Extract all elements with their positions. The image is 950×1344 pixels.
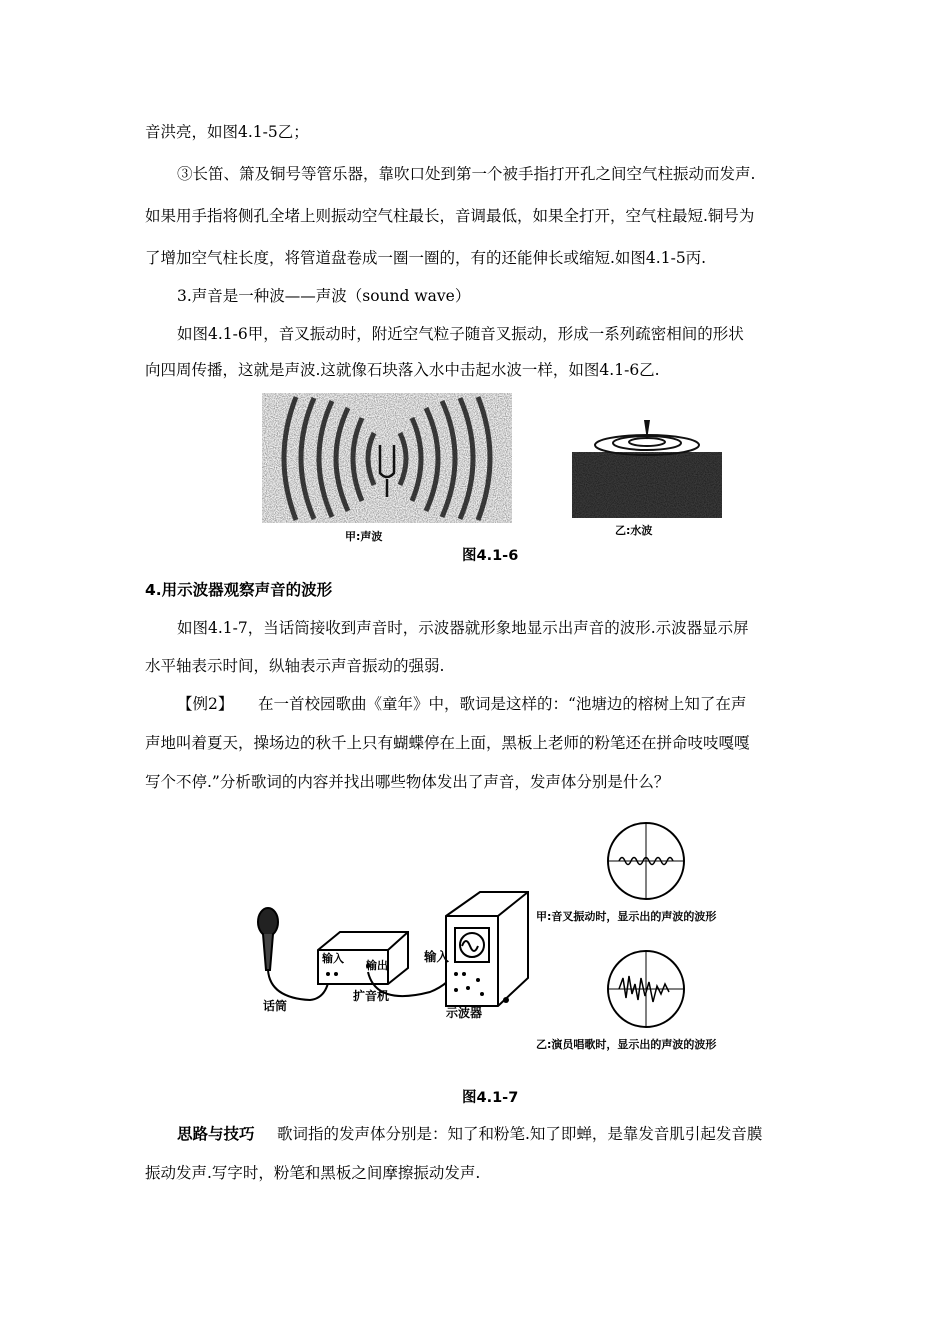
figure-label: 乙:水波 [615,524,653,537]
figure-caption: 图4.1-7 [462,1090,519,1106]
oscilloscope-setup-figure [250,888,540,1023]
paragraph-line: 了增加空气柱长度，将管道盘卷成一圈一圈的，有的还能伸长或缩短.如图4.1-5丙. [145,249,707,267]
diagram-label: 扩音机 [353,989,390,1003]
paragraph-line: 水平轴表示时间，纵轴表示声音振动的强弱. [145,657,445,675]
figure-label: 甲:声波 [345,530,383,543]
figure-label: 乙:演员唱歌时，显示出的声波的波形 [536,1038,717,1051]
diagram-label: 示波器 [446,1006,483,1020]
figure-caption: 图4.1-6 [462,548,519,564]
tip-tag: 思路与技巧 [177,1125,255,1143]
tuning-fork-waveform-figure [605,820,687,902]
water-wave-figure [572,410,722,518]
paragraph-line: 如图4.1-7，当话筒接收到声音时，示波器就形象地显示出声音的波形.示波器显示屏 [177,619,749,637]
section-heading: 3.声音是一种波——声波（sound wave） [177,287,471,305]
paragraph-line: 振动发声.写字时，粉笔和黑板之间摩擦振动发声. [145,1164,481,1182]
diagram-label: 输出 [366,959,388,972]
diagram-label: 输入 [322,952,344,965]
paragraph-line: 在一首校园歌曲《童年》中，歌词是这样的：“池塘边的榕树上知了在声 [258,695,747,713]
diagram-label: 输入 [424,949,450,964]
paragraph-line: 声地叫着夏天，操场边的秋千上只有蝴蝶停在上面，黑板上老师的粉笔还在拼命吱吱嘎嘎 [145,734,750,752]
paragraph-line: 如图4.1-6甲，音叉振动时，附近空气粒子随音叉振动，形成一系列疏密相间的形状 [177,325,744,343]
paragraph-line: 如果用手指将侧孔全堵上则振动空气柱最长，音调最低，如果全打开，空气柱最短.铜号为 [145,207,755,225]
example-tag: 【例2】 [177,695,234,713]
figure-label: 甲:音叉振动时，显示出的声波的波形 [536,910,717,923]
paragraph-line: ③长笛、箫及铜号等管乐器，靠吹口处到第一个被手指打开孔之间空气柱振动而发声. [177,165,756,183]
sound-wave-figure [262,393,512,523]
paragraph-line: 歌词指的发声体分别是：知了和粉笔.知了即蝉，是靠发音肌引起发音膜 [277,1125,763,1143]
paragraph-line: 音洪亮，如图4.1-5乙； [145,123,309,141]
diagram-label: 话筒 [263,999,288,1013]
paragraph-line: 写个不停.”分析歌词的内容并找出哪些物体发出了声音，发声体分别是什么？ [145,773,670,791]
singing-waveform-figure [605,948,687,1030]
section-heading: 4.用示波器观察声音的波形 [145,581,333,599]
paragraph-line: 向四周传播，这就是声波.这就像石块落入水中击起水波一样，如图4.1-6乙. [145,361,660,379]
